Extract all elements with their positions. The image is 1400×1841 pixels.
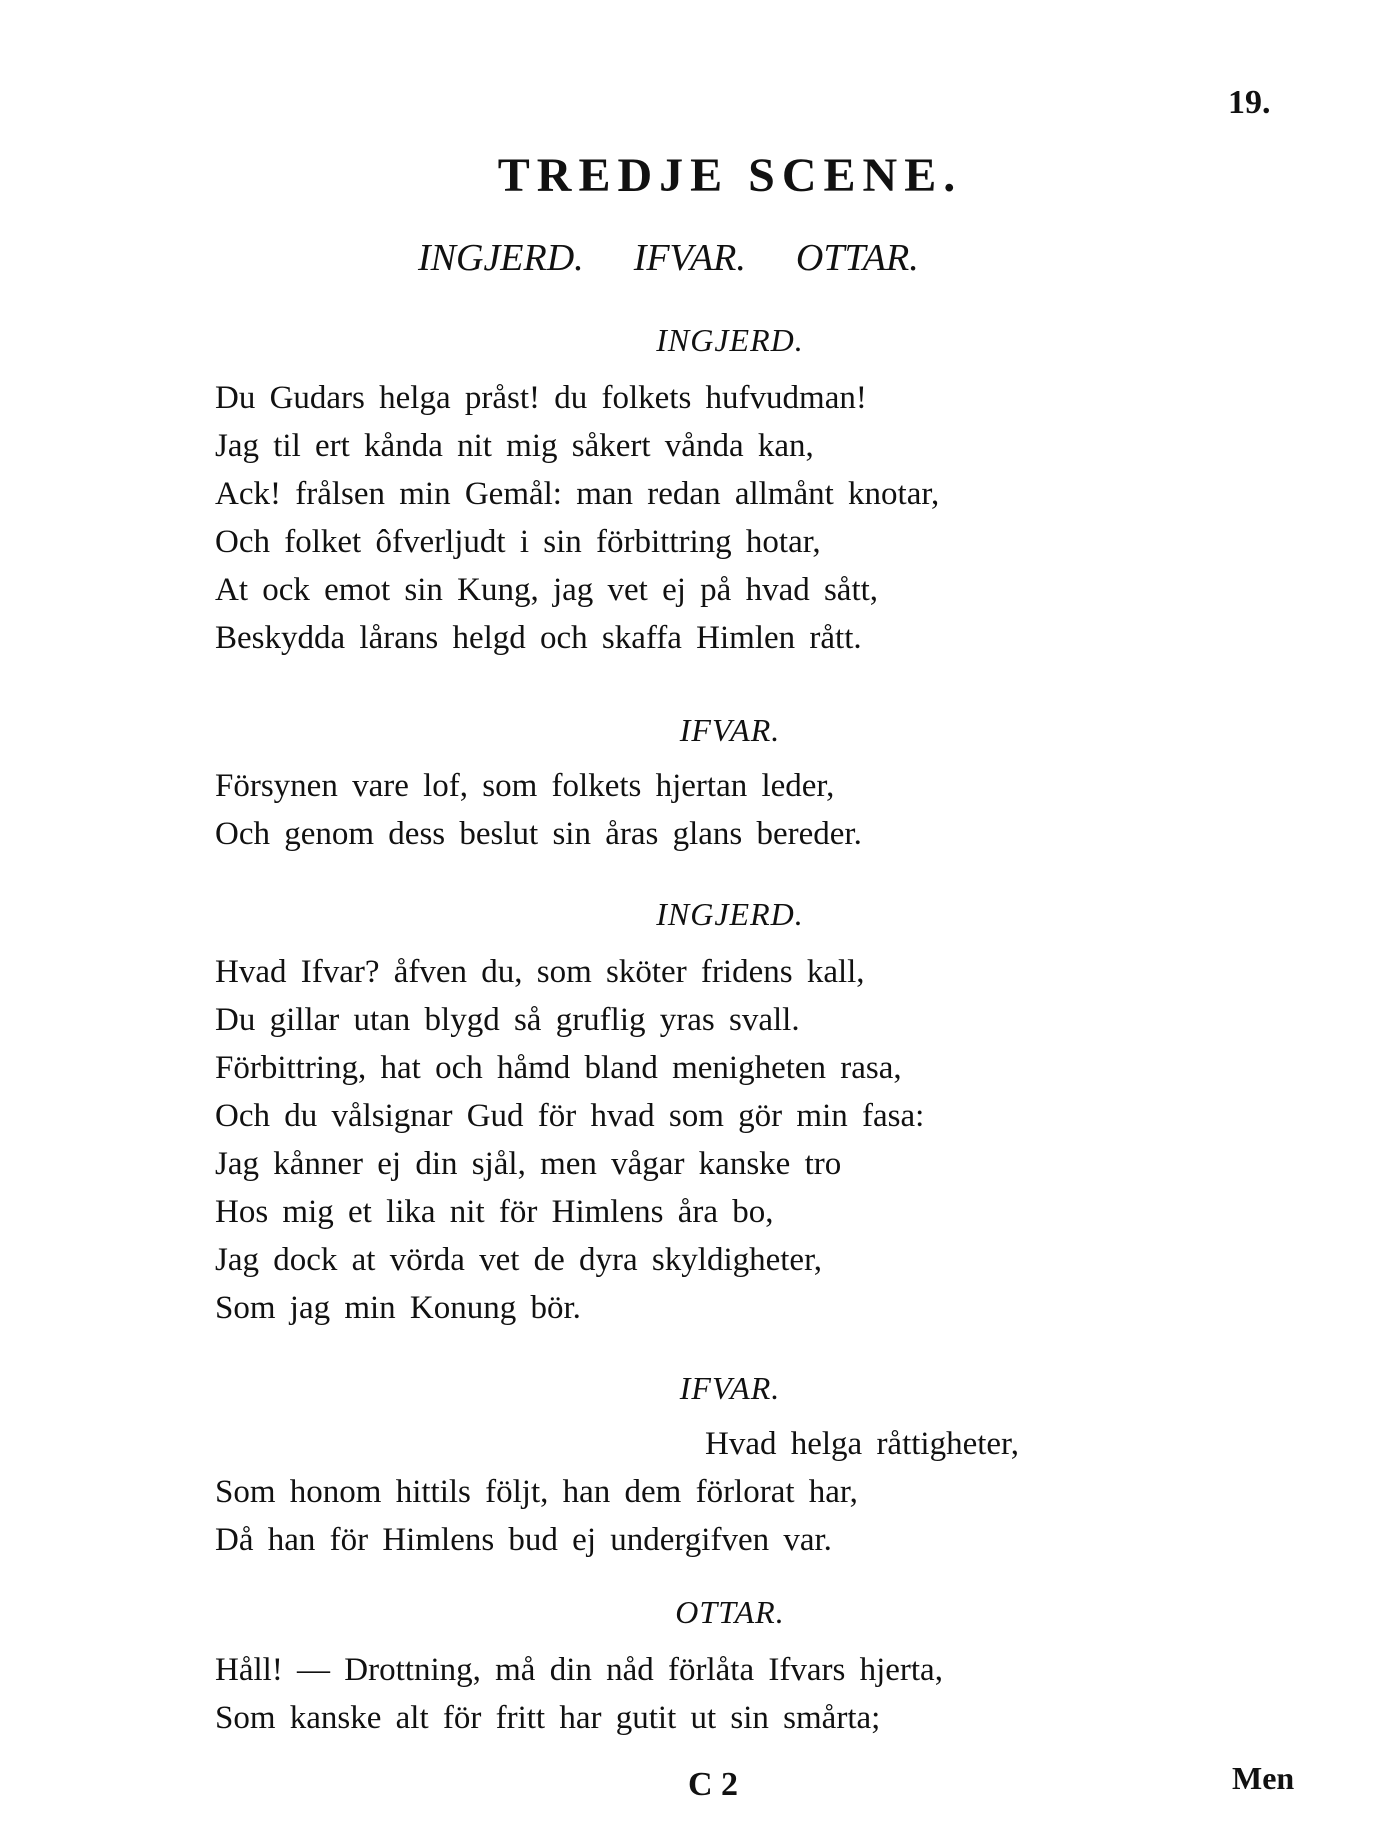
verse-line: Som jag min Konung bör. — [215, 1290, 581, 1326]
scene-title: TREDJE SCENE. — [497, 149, 963, 202]
verse-line: Och genom dess beslut sin åras glans bereder. — [215, 816, 862, 852]
verse-line: Hvad helga råttigheter, — [705, 1426, 1019, 1462]
verse-line: Hos mig et lika nit för Himlens åra bo, — [215, 1194, 774, 1230]
verse-block — [215, 1646, 1215, 1742]
verse-block — [215, 1420, 1215, 1564]
character-list — [418, 236, 1018, 280]
speaker-label: OTTAR. — [675, 1594, 785, 1630]
speaker-label: IFVAR. — [679, 712, 781, 748]
verse-line: Beskydda lårans helgd och skaffa Himlen rått. — [215, 620, 862, 656]
verse-line: Som honom hittils följt, han dem förlorat har, — [215, 1474, 858, 1510]
verse-line: Jag kånner ej din sjål, men vågar kanske tro — [215, 1146, 842, 1182]
verse-line: Du gillar utan blygd så gruflig yras svall. — [215, 1002, 800, 1038]
verse-block — [215, 948, 1215, 1332]
verse-line: Jag dock at vörda vet de dyra skyldigheter, — [215, 1242, 822, 1278]
page-number: 19. — [1228, 84, 1271, 121]
verse-line: Som kanske alt för fritt har gutit ut sin smårta; — [215, 1700, 881, 1736]
verse-line: Håll! — Drottning, må din nåd förlåta Ifvars hjerta, — [215, 1652, 943, 1688]
verse-block — [215, 762, 1215, 858]
verse-line: Försynen vare lof, som folkets hjertan leder, — [215, 768, 835, 804]
catchword: Men — [1232, 1760, 1295, 1796]
verse-block — [215, 374, 1215, 662]
verse-line: Jag til ert kånda nit mig såkert vånda kan, — [215, 428, 814, 464]
character-ifvar: IFVAR. — [633, 237, 746, 279]
verse-line: Hvad Ifvar? åfven du, som sköter fridens kall, — [215, 954, 865, 990]
verse-line: Ack! frålsen min Gemål: man redan allmånt knotar, — [215, 476, 940, 512]
verse-line: Och du vålsignar Gud för hvad som gör min fasa: — [215, 1098, 925, 1134]
character-ingjerd: INGJERD. — [418, 237, 584, 279]
verse-line: Då han för Himlens bud ej undergifven var. — [215, 1522, 832, 1558]
verse-line: Du Gudars helga pråst! du folkets hufvudman! — [215, 380, 867, 416]
signature-mark: C 2 — [688, 1766, 739, 1803]
speaker-label: IFVAR. — [679, 1370, 781, 1406]
speaker-label: INGJERD. — [656, 322, 804, 358]
character-ottar: OTTAR. — [795, 237, 919, 279]
verse-line: Och folket ôfverljudt i sin förbittring hotar, — [215, 524, 821, 560]
verse-line: At ock emot sin Kung, jag vet ej på hvad sått, — [215, 572, 879, 608]
speaker-label: INGJERD. — [656, 896, 804, 932]
verse-line: Förbittring, hat och håmd bland menigheten rasa, — [215, 1050, 902, 1086]
